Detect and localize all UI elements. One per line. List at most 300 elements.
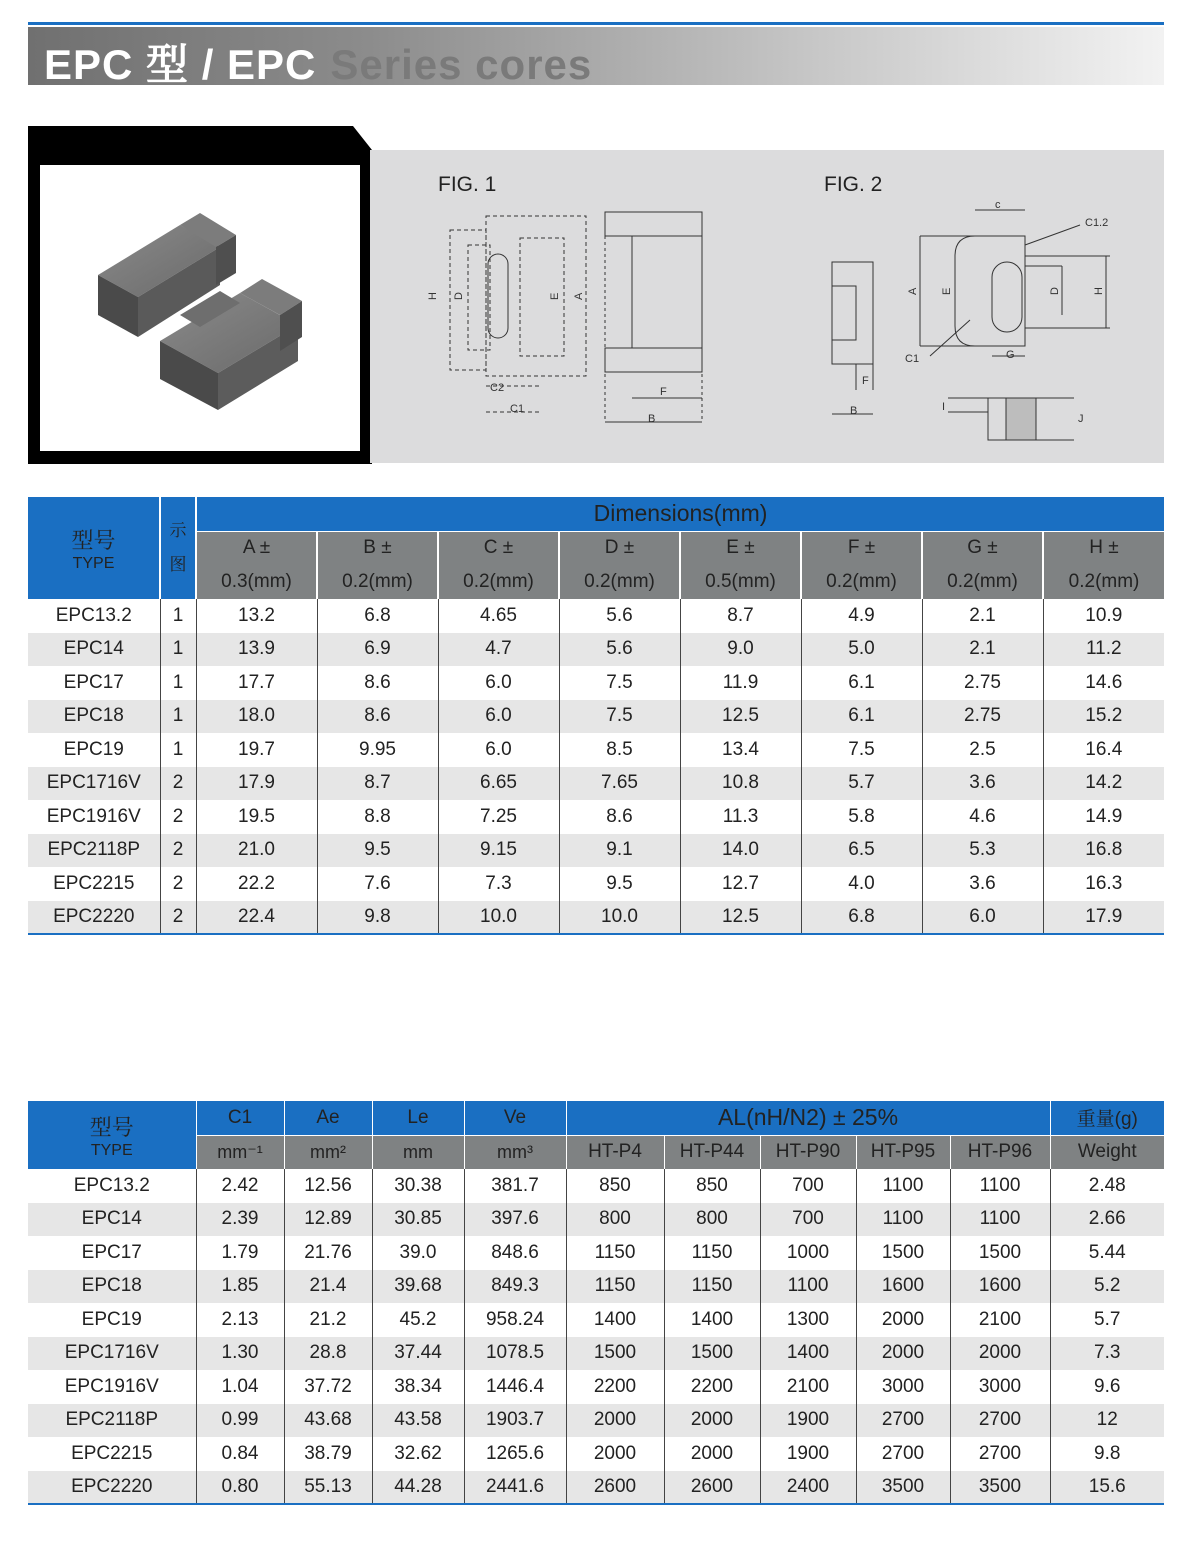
table-cell: 8.6 <box>559 800 680 834</box>
c1-header: C1 <box>196 1101 284 1135</box>
table-cell: 5.8 <box>801 800 922 834</box>
table-cell: 8.7 <box>680 599 801 633</box>
table-cell: 10.9 <box>1043 599 1164 633</box>
table-cell: 16.4 <box>1043 733 1164 767</box>
table-cell: EPC1716V <box>28 1337 196 1371</box>
table-cell: 22.2 <box>196 867 317 901</box>
table-cell: 18.0 <box>196 700 317 734</box>
header-rule <box>28 22 1164 25</box>
table-cell: 6.1 <box>801 700 922 734</box>
table-cell: 2.75 <box>922 666 1043 700</box>
table-cell: 1446.4 <box>464 1370 566 1404</box>
epc-core-illustration <box>40 165 360 451</box>
table-cell: 1 <box>160 666 196 700</box>
table-cell: 1500 <box>950 1236 1050 1270</box>
dim-tol-7: 0.2(mm) <box>1043 565 1164 599</box>
dim-col-0: A ± <box>196 531 317 565</box>
table-cell: 1900 <box>760 1437 856 1471</box>
dim-tol-0: 0.3(mm) <box>196 565 317 599</box>
table-cell: 14.9 <box>1043 800 1164 834</box>
table-cell: 28.8 <box>284 1337 372 1371</box>
table-cell: 1100 <box>856 1203 950 1237</box>
table-cell: 2600 <box>566 1471 664 1505</box>
table-cell: EPC14 <box>28 1203 196 1237</box>
title-en: Series cores <box>330 41 593 88</box>
table-cell: 17.7 <box>196 666 317 700</box>
dim-col-2: C ± <box>438 531 559 565</box>
table-cell: 850 <box>664 1169 760 1203</box>
table-cell: 2.66 <box>1050 1203 1164 1237</box>
table-cell: 2 <box>160 767 196 801</box>
table-cell: 1150 <box>566 1270 664 1304</box>
table-row <box>28 633 1164 667</box>
ve-header: Ve <box>464 1101 566 1135</box>
table-row <box>28 700 1164 734</box>
table-cell: 2400 <box>760 1471 856 1505</box>
table-cell: 3500 <box>856 1471 950 1505</box>
fig2-side-view <box>832 262 873 414</box>
table-cell: 11.3 <box>680 800 801 834</box>
fig1-front-view <box>605 212 702 422</box>
ae-header: Ae <box>284 1101 372 1135</box>
table-cell: 2 <box>160 800 196 834</box>
table-row <box>28 800 1164 834</box>
table-cell: 30.38 <box>372 1169 464 1203</box>
table-row <box>28 1169 1164 1203</box>
table-cell: 12 <box>1050 1404 1164 1438</box>
material-col-0: HT-P4 <box>566 1135 664 1169</box>
table-cell: 10.0 <box>438 901 559 935</box>
table-cell: 1.79 <box>196 1236 284 1270</box>
table-cell: 7.6 <box>317 867 438 901</box>
table-cell: 10.8 <box>680 767 801 801</box>
table-cell: 1265.6 <box>464 1437 566 1471</box>
table-cell: 7.5 <box>801 733 922 767</box>
table-cell: 1500 <box>664 1337 760 1371</box>
table-cell: 7.25 <box>438 800 559 834</box>
table-cell: 8.8 <box>317 800 438 834</box>
fig2-section-view <box>948 398 1074 440</box>
table-row <box>28 867 1164 901</box>
table-cell: 44.28 <box>372 1471 464 1505</box>
table-cell: 2700 <box>950 1404 1050 1438</box>
fig1-label: FIG. 1 <box>438 173 497 196</box>
table-cell: 9.0 <box>680 633 801 667</box>
dimension-drawings <box>370 150 1164 463</box>
fig1-dim-c2: C2 <box>490 382 505 394</box>
table-cell: 2441.6 <box>464 1471 566 1505</box>
table-cell: EPC19 <box>28 733 160 767</box>
table-cell: 0.99 <box>196 1404 284 1438</box>
table-cell: 12.56 <box>284 1169 372 1203</box>
dimensions-table <box>28 497 1164 935</box>
type-header-2 <box>28 1101 196 1169</box>
table-cell: 4.65 <box>438 599 559 633</box>
table-cell: 1100 <box>760 1270 856 1304</box>
table-cell: 11.9 <box>680 666 801 700</box>
table-cell: 1150 <box>664 1270 760 1304</box>
table-cell: 3000 <box>856 1370 950 1404</box>
table-cell: 21.0 <box>196 834 317 868</box>
table-cell: 21.2 <box>284 1303 372 1337</box>
table-cell: 3500 <box>950 1471 1050 1505</box>
table-cell: 6.5 <box>801 834 922 868</box>
fig2-dim-g: G <box>1006 349 1015 361</box>
material-col-2: HT-P90 <box>760 1135 856 1169</box>
table-cell: 9.8 <box>317 901 438 935</box>
table-cell: 2.48 <box>1050 1169 1164 1203</box>
table-row <box>28 599 1164 633</box>
le-header: Le <box>372 1101 464 1135</box>
table-cell: 7.5 <box>559 700 680 734</box>
table-cell: EPC13.2 <box>28 599 160 633</box>
type-cn-2: 型号 <box>89 1114 134 1140</box>
table-cell: 3000 <box>950 1370 1050 1404</box>
table-cell: 2700 <box>856 1437 950 1471</box>
fig1-dim-h: H <box>427 292 439 300</box>
table-cell: 17.9 <box>196 767 317 801</box>
fig1-dim-a: A <box>573 292 585 300</box>
table-cell: 30.85 <box>372 1203 464 1237</box>
table-cell: 6.0 <box>438 733 559 767</box>
table-cell: EPC2220 <box>28 1471 196 1505</box>
table-cell: 1.85 <box>196 1270 284 1304</box>
table-cell: 1903.7 <box>464 1404 566 1438</box>
table-cell: 14.0 <box>680 834 801 868</box>
dim-tol-3: 0.2(mm) <box>559 565 680 599</box>
dim-tol-4: 0.5(mm) <box>680 565 801 599</box>
table-cell: 6.9 <box>317 633 438 667</box>
table-cell: 5.7 <box>1050 1303 1164 1337</box>
table-cell: 2000 <box>950 1337 1050 1371</box>
table-cell: 37.44 <box>372 1337 464 1371</box>
dim-col-4: E ± <box>680 531 801 565</box>
table-cell: 8.6 <box>317 700 438 734</box>
table-cell: 2000 <box>664 1437 760 1471</box>
table-cell: 3.6 <box>922 867 1043 901</box>
table-row <box>28 901 1164 935</box>
table-cell: 2.13 <box>196 1303 284 1337</box>
table-cell: 11.2 <box>1043 633 1164 667</box>
table-row <box>28 1370 1164 1404</box>
table-cell: 5.6 <box>559 599 680 633</box>
table-cell: 9.5 <box>559 867 680 901</box>
table-cell: 800 <box>566 1203 664 1237</box>
fig2-dim-c12: C1.2 <box>1085 217 1109 229</box>
table-cell: EPC2215 <box>28 867 160 901</box>
table-cell: 14.2 <box>1043 767 1164 801</box>
table-cell: 5.6 <box>559 633 680 667</box>
material-col-3: HT-P95 <box>856 1135 950 1169</box>
table-cell: 43.68 <box>284 1404 372 1438</box>
ve-unit: mm³ <box>464 1135 566 1169</box>
table-cell: 9.6 <box>1050 1370 1164 1404</box>
fig2-dim-c: c <box>995 199 1001 211</box>
table-cell: 1000 <box>760 1236 856 1270</box>
table-cell: 1150 <box>664 1236 760 1270</box>
table-cell: 1500 <box>566 1337 664 1371</box>
fig2-label: FIG. 2 <box>824 173 883 196</box>
fig1-dim-c1: C1 <box>510 403 525 415</box>
table-cell: 1078.5 <box>464 1337 566 1371</box>
table-cell: 38.34 <box>372 1370 464 1404</box>
table-cell: 1100 <box>950 1203 1050 1237</box>
fig2-dim-b: B <box>850 405 858 417</box>
table-cell: 1 <box>160 599 196 633</box>
table-cell: 55.13 <box>284 1471 372 1505</box>
table-cell: 0.80 <box>196 1471 284 1505</box>
table-row <box>28 1404 1164 1438</box>
table-cell: 7.5 <box>559 666 680 700</box>
table-cell: 1.30 <box>196 1337 284 1371</box>
table-cell: 39.68 <box>372 1270 464 1304</box>
fig2-dim-a: A <box>907 287 919 295</box>
table-cell: 1600 <box>950 1270 1050 1304</box>
table-cell: 397.6 <box>464 1203 566 1237</box>
table-cell: 13.4 <box>680 733 801 767</box>
table-cell: 2.39 <box>196 1203 284 1237</box>
table-cell: 6.65 <box>438 767 559 801</box>
table-cell: 8.5 <box>559 733 680 767</box>
table-cell: EPC17 <box>28 1236 196 1270</box>
table-cell: 4.6 <box>922 800 1043 834</box>
table-cell: EPC2220 <box>28 901 160 935</box>
table-cell: 12.7 <box>680 867 801 901</box>
table-cell: 6.0 <box>922 901 1043 935</box>
ae-unit: mm² <box>284 1135 372 1169</box>
table-row <box>28 1270 1164 1304</box>
table-cell: 19.5 <box>196 800 317 834</box>
table-cell: 2000 <box>566 1404 664 1438</box>
type-cn: 型号 <box>71 527 116 553</box>
dim-tol-1: 0.2(mm) <box>317 565 438 599</box>
fig1-side-view <box>450 216 586 412</box>
table-cell: 381.7 <box>464 1169 566 1203</box>
table-cell: 6.8 <box>801 901 922 935</box>
material-col-1: HT-P44 <box>664 1135 760 1169</box>
table-row <box>28 1236 1164 1270</box>
table-cell: 21.76 <box>284 1236 372 1270</box>
dim-col-7: H ± <box>1043 531 1164 565</box>
table-cell: 2100 <box>950 1303 1050 1337</box>
table-cell: 13.9 <box>196 633 317 667</box>
table-cell: 2 <box>160 901 196 935</box>
table-cell: 2700 <box>856 1404 950 1438</box>
table-cell: 1400 <box>664 1303 760 1337</box>
le-unit: mm <box>372 1135 464 1169</box>
table-cell: EPC2215 <box>28 1437 196 1471</box>
fig2-dim-d: D <box>1049 287 1061 295</box>
table-cell: 9.8 <box>1050 1437 1164 1471</box>
table-cell: 1.04 <box>196 1370 284 1404</box>
table-cell: EPC1916V <box>28 800 160 834</box>
table-cell: 700 <box>760 1169 856 1203</box>
table-cell: 2.5 <box>922 733 1043 767</box>
table-cell: 2000 <box>856 1303 950 1337</box>
table-row <box>28 666 1164 700</box>
c1-unit: mm⁻¹ <box>196 1135 284 1169</box>
table-cell: 37.72 <box>284 1370 372 1404</box>
table-cell: 16.8 <box>1043 834 1164 868</box>
table-cell: EPC19 <box>28 1303 196 1337</box>
table-cell: 12.5 <box>680 901 801 935</box>
type-en-2: TYPE <box>90 1141 133 1159</box>
table-cell: 9.15 <box>438 834 559 868</box>
table-cell: 6.0 <box>438 700 559 734</box>
table-cell: 13.2 <box>196 599 317 633</box>
fig2-dim-j: J <box>1078 413 1084 425</box>
table-cell: EPC18 <box>28 1270 196 1304</box>
table-cell: 958.24 <box>464 1303 566 1337</box>
al-header: AL(nH/N2) ± 25% <box>566 1101 1050 1135</box>
table-row <box>28 1337 1164 1371</box>
material-col-4: HT-P96 <box>950 1135 1050 1169</box>
fig1-dim-f: F <box>660 386 667 398</box>
fig2-dim-h: H <box>1093 287 1105 295</box>
table-cell: 1 <box>160 633 196 667</box>
type-header <box>28 497 160 599</box>
table-cell: 2600 <box>664 1471 760 1505</box>
table-cell: 2 <box>160 834 196 868</box>
fig1-dim-e: E <box>549 292 561 300</box>
table-cell: 9.1 <box>559 834 680 868</box>
table-cell: 0.84 <box>196 1437 284 1471</box>
table-cell: 848.6 <box>464 1236 566 1270</box>
dim-col-5: F ± <box>801 531 922 565</box>
table-cell: 849.3 <box>464 1270 566 1304</box>
table-cell: 16.3 <box>1043 867 1164 901</box>
table-cell: 2100 <box>760 1370 856 1404</box>
table-cell: EPC2118P <box>28 1404 196 1438</box>
table-cell: 2.75 <box>922 700 1043 734</box>
table-cell: 5.2 <box>1050 1270 1164 1304</box>
table-cell: 5.0 <box>801 633 922 667</box>
table-row <box>28 767 1164 801</box>
fig1-dim-d: D <box>453 292 465 300</box>
table-cell: EPC14 <box>28 633 160 667</box>
table-cell: 45.2 <box>372 1303 464 1337</box>
table-cell: 2200 <box>664 1370 760 1404</box>
table-cell: 43.58 <box>372 1404 464 1438</box>
table-cell: 1 <box>160 733 196 767</box>
table-cell: 12.5 <box>680 700 801 734</box>
table-cell: 4.7 <box>438 633 559 667</box>
table-cell: 2700 <box>950 1437 1050 1471</box>
table-cell: 2.1 <box>922 599 1043 633</box>
table-row <box>28 1203 1164 1237</box>
table-cell: 32.62 <box>372 1437 464 1471</box>
table-cell: 1150 <box>566 1236 664 1270</box>
table-cell: 15.6 <box>1050 1471 1164 1505</box>
table-cell: 9.95 <box>317 733 438 767</box>
table-cell: EPC13.2 <box>28 1169 196 1203</box>
fig-header: 示图 <box>160 497 196 599</box>
table-cell: EPC18 <box>28 700 160 734</box>
dimensions-group-header: Dimensions(mm) <box>196 497 1164 531</box>
table-cell: 7.3 <box>1050 1337 1164 1371</box>
table-cell: 1600 <box>856 1270 950 1304</box>
table-cell: 2.42 <box>196 1169 284 1203</box>
table-cell: EPC2118P <box>28 834 160 868</box>
table-cell: 1300 <box>760 1303 856 1337</box>
table-cell: 39.0 <box>372 1236 464 1270</box>
fig1-center-leg <box>488 254 508 338</box>
table-cell: 2000 <box>856 1337 950 1371</box>
table-row <box>28 1437 1164 1471</box>
dim-col-1: B ± <box>317 531 438 565</box>
table-cell: 17.9 <box>1043 901 1164 935</box>
table-cell: 2000 <box>566 1437 664 1471</box>
magnetic-properties-table <box>28 1101 1164 1505</box>
weight-en-header: Weight <box>1050 1135 1164 1169</box>
page-title <box>44 32 592 92</box>
table-cell: 6.0 <box>438 666 559 700</box>
table-cell: 7.3 <box>438 867 559 901</box>
table-cell: 1900 <box>760 1404 856 1438</box>
dim-tol-5: 0.2(mm) <box>801 565 922 599</box>
table-cell: 15.2 <box>1043 700 1164 734</box>
dim-col-6: G ± <box>922 531 1043 565</box>
table-cell: 1 <box>160 700 196 734</box>
table-cell: 5.7 <box>801 767 922 801</box>
type-en: TYPE <box>72 554 115 572</box>
table-cell: 12.89 <box>284 1203 372 1237</box>
table-row <box>28 1471 1164 1505</box>
table-cell: 21.4 <box>284 1270 372 1304</box>
table-cell: 2000 <box>664 1404 760 1438</box>
table-cell: 700 <box>760 1203 856 1237</box>
fig2-dim-f: F <box>862 375 869 387</box>
table-cell: 1400 <box>566 1303 664 1337</box>
table-cell: 3.6 <box>922 767 1043 801</box>
fig2-dim-i: I <box>942 401 946 413</box>
table-cell: 2 <box>160 867 196 901</box>
table-cell: 8.7 <box>317 767 438 801</box>
table-cell: 1100 <box>856 1169 950 1203</box>
table-cell: 14.6 <box>1043 666 1164 700</box>
table-cell: 2200 <box>566 1370 664 1404</box>
dim-col-3: D ± <box>559 531 680 565</box>
table-row <box>28 733 1164 767</box>
fig2-dim-c1: C1 <box>905 353 920 365</box>
table-cell: 6.1 <box>801 666 922 700</box>
fig2-front-view <box>920 210 1110 356</box>
table-cell: 1400 <box>760 1337 856 1371</box>
table-cell: 6.8 <box>317 599 438 633</box>
dim-tol-6: 0.2(mm) <box>922 565 1043 599</box>
product-photo <box>40 165 360 451</box>
table-cell: 9.5 <box>317 834 438 868</box>
table-cell: 38.79 <box>284 1437 372 1471</box>
table-cell: 4.9 <box>801 599 922 633</box>
table-cell: 5.3 <box>922 834 1043 868</box>
table-cell: 1500 <box>856 1236 950 1270</box>
table-cell: EPC1916V <box>28 1370 196 1404</box>
table-cell: 850 <box>566 1169 664 1203</box>
table-row <box>28 1303 1164 1337</box>
table-cell: 1100 <box>950 1169 1050 1203</box>
table-cell: 8.6 <box>317 666 438 700</box>
fig2-dim-e: E <box>941 287 953 295</box>
table-cell: 800 <box>664 1203 760 1237</box>
fig1-dim-b: B <box>648 413 656 425</box>
table-cell: 7.65 <box>559 767 680 801</box>
table-cell: 5.44 <box>1050 1236 1164 1270</box>
table-cell: 22.4 <box>196 901 317 935</box>
table-cell: 4.0 <box>801 867 922 901</box>
table-cell: 10.0 <box>559 901 680 935</box>
title-cn: EPC 型 / EPC <box>44 41 317 88</box>
